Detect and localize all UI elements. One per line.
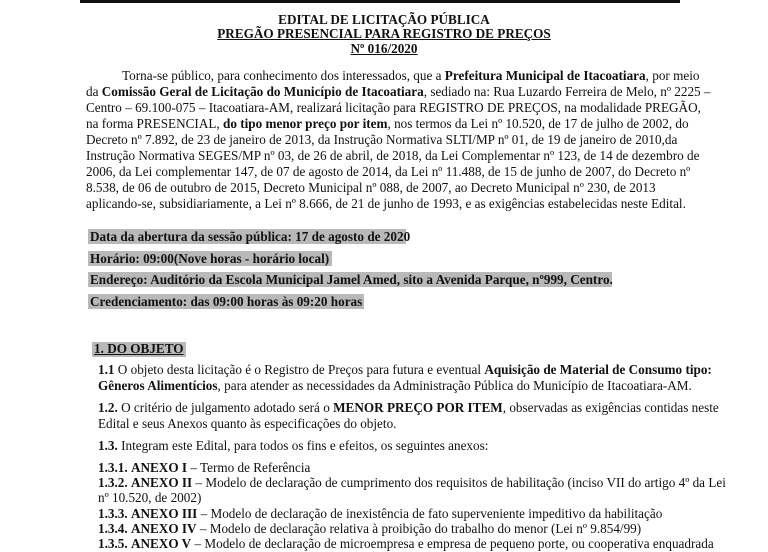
intro-line-5: Decreto nº 7.892, de 23 de janeiro de 2013, da Instrução Normativa SLTI/MP nº 01, de 19 de janeiro de 2010,da [86, 132, 678, 147]
doc-title: EDITAL DE LICITAÇÃO PÚBLICA [278, 12, 490, 27]
intro-line-8: 8.538, de 06 de outubro de 2015, Decreto Municipal nº 088, de 2007, ao Decreto Municipal nº 230, de 2013 [86, 180, 656, 195]
session-date: Data da abertura da sessão pública: 17 de agosto de 2020 [90, 229, 411, 244]
doc-number: Nº 016/2020 [350, 41, 418, 56]
intro-line-3: Centro – 69.100-075 – Itacoatiara-AM, realizará licitação para REGISTRO DE PREÇOS, na modalidade PREGÃO, [86, 100, 701, 115]
para-1-2-line-1: 1.2. O critério de julgamento adotado será o MENOR PREÇO POR ITEM, observadas as exigências contidas neste [98, 400, 719, 415]
intro-line-7: 2006, da Lei complementar 147, de 07 de agosto de 2014, da Lei nº 11.488, de 15 de junho de 2007, do Decreto nº [86, 164, 691, 179]
doc-subtitle: PREGÃO PRESENCIAL PARA REGISTRO DE PREÇOS [217, 26, 551, 41]
annex-2: 1.3.2. ANEXO II – Modelo de declaração de cumprimento dos requisitos de habilitação (inciso VII do artigo 4º da Lei [98, 475, 726, 490]
accreditation: Credenciamento: das 09:00 horas às 09:20 horas [90, 294, 363, 309]
annex-1: 1.3.1. ANEXO I – Termo de Referência [98, 460, 311, 475]
intro-line-6: Instrução Normativa SEGES/MP nº 03, de 26 de abril, de 2018, da Lei Complementar nº 123, de 14 de dezembro de [86, 148, 700, 163]
intro-line-9: aplicando-se, subsidiariamente, a Lei nº 8.666, de 21 de junho de 1993, e as exigências estabelecidas neste Edital. [86, 196, 686, 211]
intro-line-2: da Comissão Geral de Licitação do Município de Itacoatiara, sediado na: Rua Luzardo Ferreira de Melo, nº 2225 – [86, 84, 711, 99]
annex-3: 1.3.3. ANEXO III – Modelo de declaração de inexistência de fato superveniente impeditivo da habilitação [98, 506, 663, 521]
para-1-2-line-2: Edital e seus Anexos quanto às especificações do objeto. [98, 416, 397, 431]
annex-4: 1.3.4. ANEXO IV – Modelo de declaração relativa à proibição do trabalho do menor (Lei nº 9.854/99) [98, 521, 642, 536]
intro-line-1: Torna-se público, para conhecimento dos interessados, que a Prefeitura Municipal de Itacoatiara, por meio [122, 68, 700, 83]
section-heading: 1. DO OBJETO [94, 341, 184, 356]
session-address: Endereço: Auditório da Escola Municipal Jamel Amed, sito a Avenida Parque, nº999, Centro. [90, 272, 613, 287]
para-1-1-line-2: Gêneros Alimentícios, para atender as necessidades da Administração Pública do Município de Itacoatiara-AM. [98, 378, 692, 393]
intro-line-4: na forma PRESENCIAL, do tipo menor preço por item, nos termos da Lei nº 10.520, de 17 de julho de 2002, do [86, 116, 689, 131]
para-1-3: 1.3. Integram este Edital, para todos os fins e efeitos, os seguintes anexos: [98, 438, 489, 453]
session-time: Horário: 09:00(Nove horas - horário local) [90, 251, 330, 266]
para-1-1-line-1: 1.1 O objeto desta licitação é o Registro de Preços para futura e eventual Aquisição de Material de Consumo tipo: [98, 362, 712, 377]
annex-2-cont: nº 10.520, de 2002) [98, 490, 202, 505]
annex-5: 1.3.5. ANEXO V – Modelo de declaração de microempresa e empresa de pequeno porte, ou cooperativa enquadrada [98, 536, 714, 551]
